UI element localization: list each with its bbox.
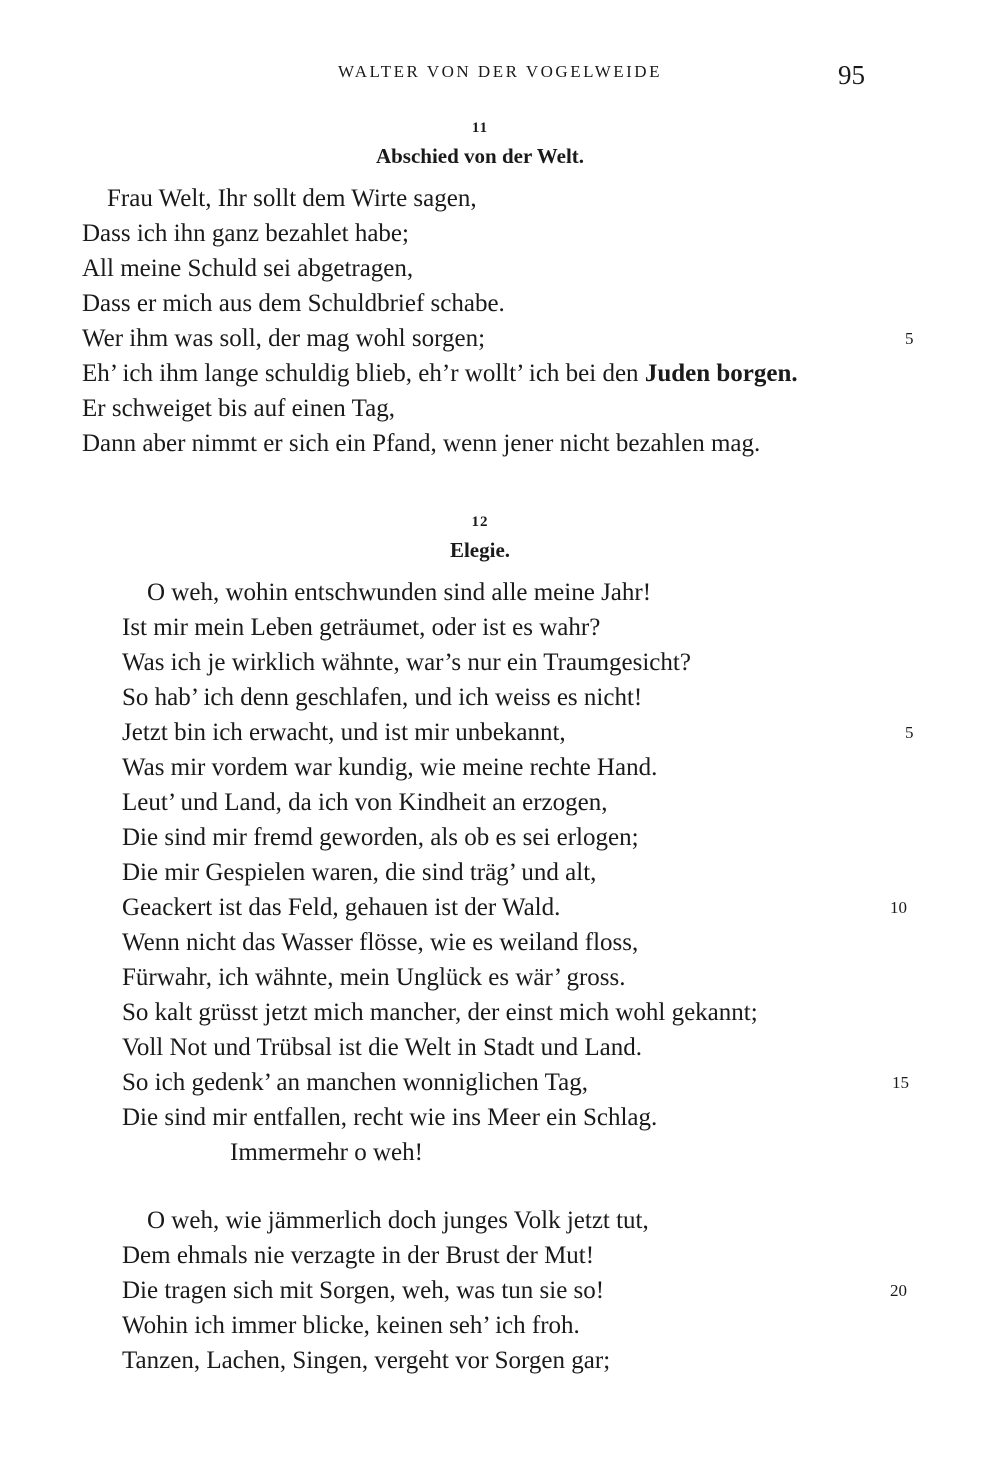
page-number: 95: [838, 60, 865, 90]
verse-line: Wer ihm was soll, der mag wohl sorgen; 5: [82, 321, 798, 356]
verse-line: Was ich je wirklich wähnte, war’s nur ein Traumgesicht?: [122, 649, 691, 676]
verse-line: Er schweiget bis auf einen Tag,: [82, 395, 395, 422]
poem-12-number: 12: [471, 514, 489, 530]
bold-phrase: Juden borgen.: [644, 360, 798, 387]
verse-line: So hab’ ich denn geschlafen, und ich weiss es nicht!: [122, 684, 643, 711]
line-number: 10: [890, 898, 907, 917]
verse-line: Dass er mich aus dem Schuldbrief schabe.: [82, 290, 505, 317]
verse-line: Dem ehmals nie verzagte in der Brust der Mut!: [122, 1242, 595, 1269]
verse-line: Die mir Gespielen waren, die sind träg’ und alt,: [122, 859, 597, 886]
verse-line: Die sind mir fremd geworden, als ob es sei erlogen;: [122, 824, 639, 851]
verse-line: Geackert ist das Feld, gehauen ist der Wald. 10: [122, 890, 758, 925]
verse-line: So ich gedenk’ an manchen wonniglichen Tag, 15: [122, 1065, 758, 1100]
verse-line: Was mir vordem war kundig, wie meine rechte Hand.: [122, 754, 658, 781]
verse-line: So kalt grüsst jetzt mich mancher, der einst mich wohl gekannt;: [122, 999, 758, 1026]
verse-line: Tanzen, Lachen, Singen, vergeht vor Sorgen gar;: [122, 1347, 611, 1374]
verse-line: Immermehr o weh!: [230, 1139, 423, 1166]
verse-line: Dann aber nimmt er sich ein Pfand, wenn jener nicht bezahlen mag.: [82, 430, 761, 457]
verse-line: Die sind mir entfallen, recht wie ins Meer ein Schlag.: [122, 1104, 658, 1131]
line-number: 5: [905, 723, 914, 742]
verse-line: Jetzt bin ich erwacht, und ist mir unbekannt, 5: [122, 715, 758, 750]
running-head: WALTER VON DER VOGELWEIDE: [338, 62, 662, 81]
verse-line: Wenn nicht das Wasser flösse, wie es weiland floss,: [122, 929, 639, 956]
poem-11-title: Abschied von der Welt.: [375, 144, 585, 168]
poem-11-stanza: [82, 181, 914, 461]
verse-line: Dass ich ihn ganz bezahlet habe;: [82, 220, 409, 247]
verse-line: Wohin ich immer blicke, keinen seh’ ich froh.: [122, 1312, 580, 1339]
verse-line: Eh’ ich ihm lange schuldig blieb, eh’r wollt’ ich bei den Juden borgen.: [82, 360, 798, 387]
verse-line: All meine Schuld sei abgetragen,: [82, 255, 414, 282]
verse-line: Fürwahr, ich wähnte, mein Unglück es wär’ gross.: [122, 964, 626, 991]
verse-line: O weh, wie jämmerlich doch junges Volk jetzt tut,: [147, 1207, 649, 1234]
verse-line: Ist mir mein Leben geträumet, oder ist es wahr?: [122, 614, 601, 641]
poem-12-title: Elegie.: [449, 538, 511, 562]
verse-line: Leut’ und Land, da ich von Kindheit an erzogen,: [122, 789, 608, 816]
line-number: 15: [892, 1073, 909, 1092]
verse-line: Voll Not und Trübsal ist die Welt in Stadt und Land.: [122, 1034, 643, 1061]
line-number: 20: [890, 1281, 907, 1300]
poem-12-stanza-1: [122, 575, 914, 1170]
poem-11-number: 11: [471, 120, 489, 136]
verse-line: Frau Welt, Ihr sollt dem Wirte sagen,: [107, 185, 477, 212]
verse-line: O weh, wohin entschwunden sind alle meine Jahr!: [147, 579, 652, 606]
verse-line: Die tragen sich mit Sorgen, weh, was tun sie so! 20: [122, 1273, 649, 1308]
poem-12-stanza-2: [122, 1203, 907, 1378]
line-number: 5: [905, 329, 914, 348]
